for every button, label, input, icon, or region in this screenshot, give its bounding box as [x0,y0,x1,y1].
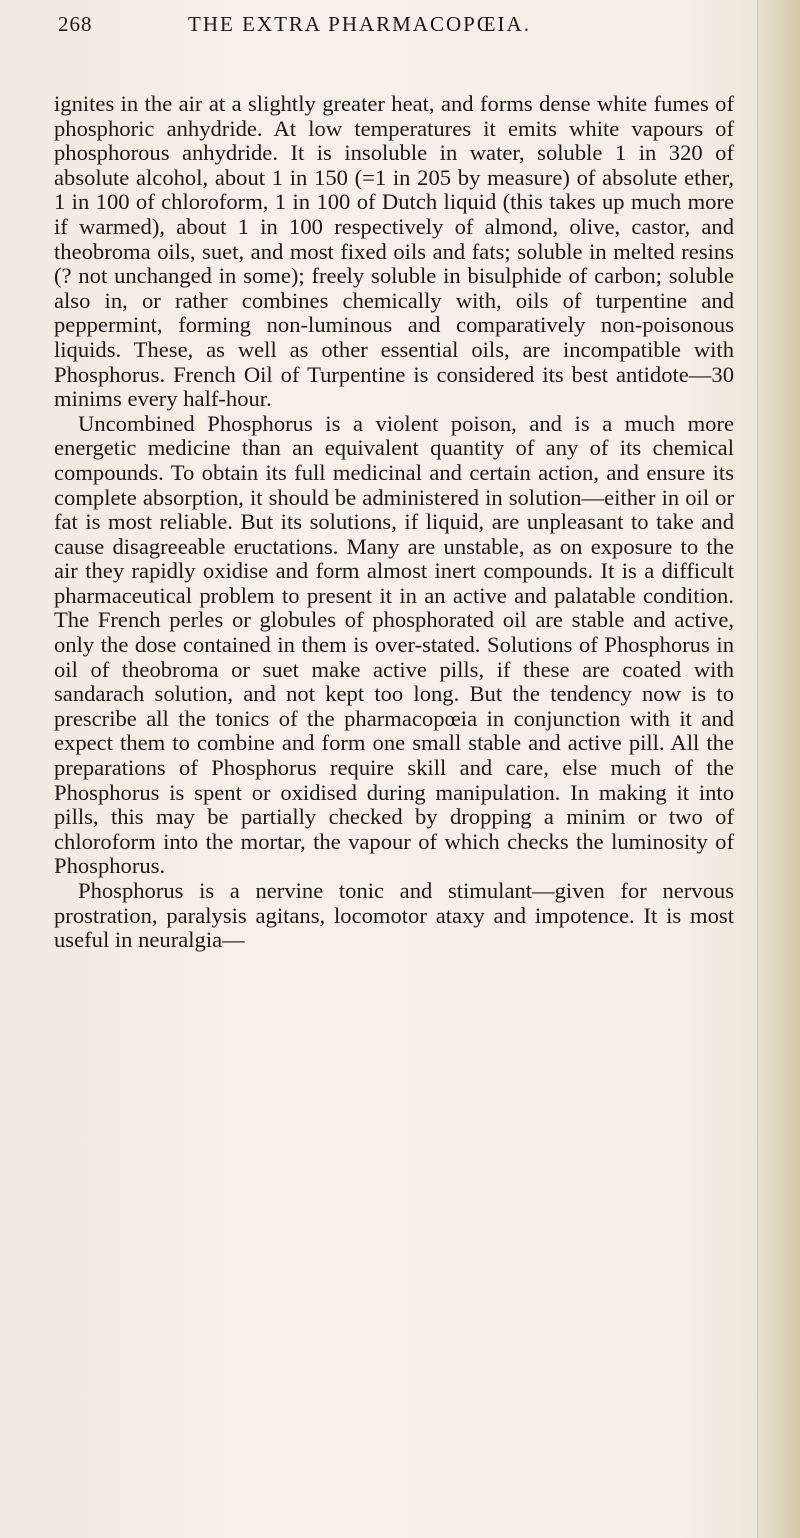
page-header [58,12,678,52]
paragraph-uncombined-phosphorus: Uncombined Phosphorus is a violent poison, and is a much more energetic medicine than an equivalent quantity of any of its chemical compounds. To obtain its full medicinal and certain action, and ensure its complete absorption, it should be administered in solution—either in oil or fat is most reliable. But its solutions, if liquid, are unpleasant to take and cause disagreeable eructations. Many are unstable, as on exposure to the air they rapidly oxidise and form almost inert compounds. It is a difficult pharmaceutical problem to present it in an active and palatable condition. The French perles or globules of phosphorated oil are stable and active, only the dose contained in them is over-stated. Solutions of Phosphorus in oil of theobroma or suet make active pills, if these are coated with sandarach solution, and not kept too long. But the tendency now is to prescribe all the tonics of the pharmacopœia in conjunction with it and expect them to combine and form one small stable and active pill. All the preparations of Phosphorus require skill and care, else much of the Phosphorus is spent or oxidised during manipulation. In making it into pills, this may be partially checked by dropping a minim or two of chloroform into the mortar, the vapour of which checks the luminosity of Phosphorus. [54,410,734,879]
page-number: 268 [58,12,93,36]
body-text [54,92,734,953]
running-title: THE EXTRA PHARMACOPŒIA. [188,12,531,36]
paragraph-therapeutics: Phosphorus is a nervine tonic and stimulant—given for nervous prostration, paralysis agitans, locomotor ataxy and impotence. It is most useful in neuralgia— [54,878,734,953]
paragraph-properties: ignites in the air at a slightly greater heat, and forms dense white fumes of phosphoric anhydride. At low temperatures it emits white vapours of phosphorous anhydride. It is insoluble in water, soluble 1 in 320 of absolute alcohol, about 1 in 150 (=1 in 205 by measure) of absolute ether, 1 in 100 of chloroform, 1 in 100 of Dutch liquid (this takes up much more if warmed), about 1 in 100 respectively of almond, olive, castor, and theobroma oils, suet, and most fixed oils and fats; soluble in melted resins (? not unchanged in some); freely soluble in bisulphide of carbon; soluble also in, or rather combines chemically with, oils of turpentine and peppermint, forming non-luminous and comparatively non-poisonous liquids. These, as well as other essential oils, are incompatible with Phosphorus. French Oil of Turpentine is considered its best antidote—30 minims every half-hour. [54,91,734,412]
adjacent-page-edge [757,0,800,1538]
